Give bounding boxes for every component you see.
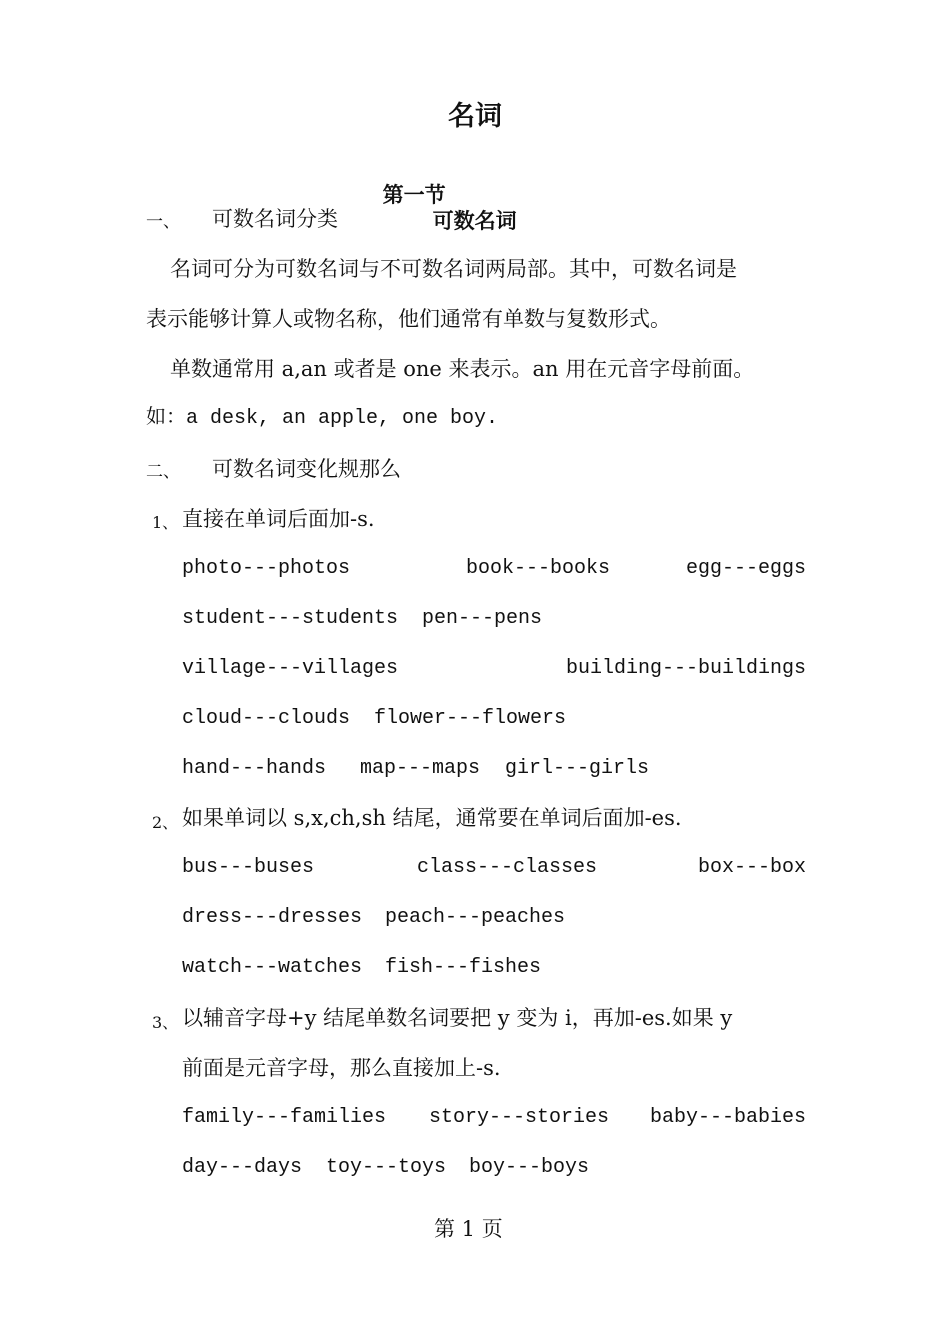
- example-pair: class---classes: [417, 856, 598, 879]
- example-pair: family---families: [182, 1106, 387, 1129]
- section-title: [368, 156, 517, 234]
- page-title: 名词: [448, 101, 502, 132]
- paragraph-line: 如：a desk, an apple, one boy.: [146, 407, 499, 430]
- example-pair: pen---pens: [422, 607, 543, 630]
- example-pair: boy---boys: [469, 1156, 590, 1179]
- example-pair: fish---fishes: [385, 956, 542, 979]
- rule-text: 以辅音字母+y 结尾单数名词要把 y 变为 i，再加-es.如果 y: [182, 1006, 733, 1030]
- rule-number: 2、: [152, 813, 179, 832]
- heading-number-1: 一、: [146, 212, 180, 232]
- rule-number: 1、: [152, 513, 179, 532]
- example-pair: egg---eggs: [686, 557, 807, 580]
- paragraph-line: 名词可分为可数名词与不可数名词两局部。其中，可数名词是: [170, 257, 737, 281]
- example-pair: photo---photos: [182, 557, 351, 580]
- example-pair: hand---hands: [182, 757, 327, 780]
- heading-1: 可数名词分类: [212, 207, 338, 231]
- example-pair: dress---dresses: [182, 906, 363, 929]
- example-pair: box---box: [698, 856, 807, 879]
- paragraph-line: 表示能够计算人或物名称，他们通常有单数与复数形式。: [146, 307, 671, 331]
- example-pair: book---books: [466, 557, 611, 580]
- example-pair: story---stories: [429, 1106, 610, 1129]
- example-pair: building---buildings: [566, 657, 807, 680]
- section-number-label: 第一节: [382, 183, 446, 207]
- example-pair: student---students: [182, 607, 399, 630]
- heading-2: 可数名词变化规那么: [212, 457, 401, 481]
- rule-text: 直接在单词后面加-s.: [182, 507, 375, 531]
- example-pair: bus---buses: [182, 856, 315, 879]
- example-pair: flower---flowers: [374, 707, 567, 730]
- heading-number-2: 二、: [146, 462, 180, 482]
- example-pair: map---maps: [360, 757, 481, 780]
- example-pair: baby---babies: [650, 1106, 807, 1129]
- example-pair: day---days: [182, 1156, 303, 1179]
- example-pair: cloud---clouds: [182, 707, 351, 730]
- rule-text: 前面是元音字母，那么直接加上-s.: [182, 1056, 501, 1080]
- paragraph-line: 单数通常用 a,an 或者是 one 来表示。an 用在元音字母前面。: [170, 357, 755, 381]
- example-pair: village---villages: [182, 657, 399, 680]
- rule-number: 3、: [152, 1013, 179, 1032]
- example-pair: watch---watches: [182, 956, 363, 979]
- example-pair: peach---peaches: [385, 906, 566, 929]
- rule-text: 如果单词以 s,x,ch,sh 结尾，通常要在单词后面加-es.: [182, 806, 682, 830]
- page-number: 第 1 页: [434, 1217, 503, 1241]
- example-pair: toy---toys: [326, 1156, 447, 1179]
- example-pair: girl---girls: [505, 757, 650, 780]
- section-topic-label: 可数名词: [432, 209, 517, 233]
